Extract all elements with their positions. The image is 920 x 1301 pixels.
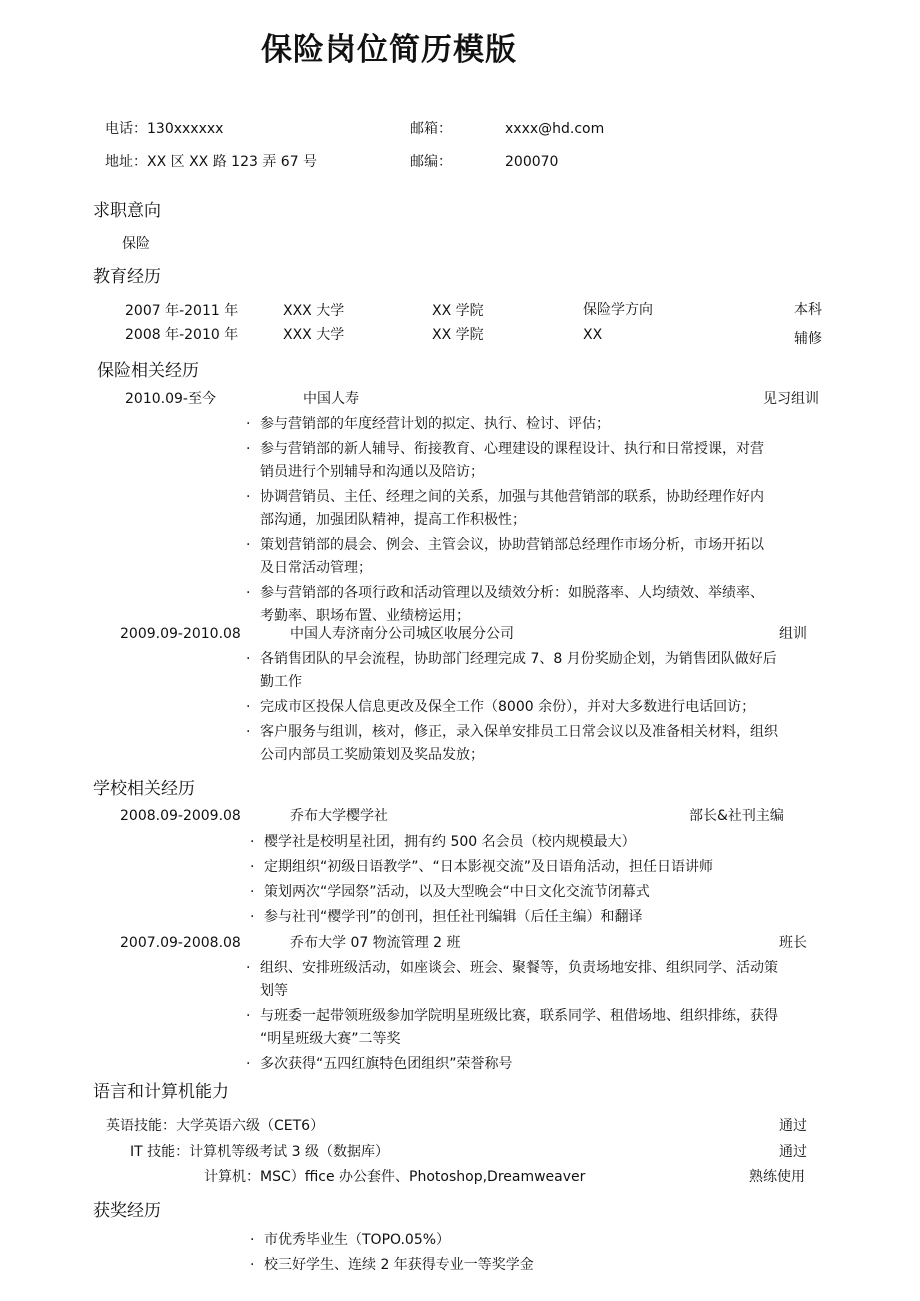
skill-label: 英语技能：大学英语六级（CET6）: [106, 1118, 325, 1134]
job-org: 乔布大学 07 物流管理 2 班: [290, 935, 461, 951]
bullet-item: [250, 856, 854, 879]
bullet-item: [250, 1229, 854, 1252]
job-role: 部长&社刊主编: [689, 808, 784, 824]
bullet-text-line: 客户服务与组训，核对，修正，录入保单安排员工日常会议以及准备相关材料，组织: [260, 724, 778, 740]
skills-heading: 语言和计算机能力: [93, 1082, 229, 1102]
zip-value: 200070: [505, 154, 559, 170]
job-period: 2007.09-2008.08: [120, 935, 241, 951]
insurance-exp-heading: 保险相关经历: [97, 361, 199, 381]
skill-level: 通过: [779, 1118, 807, 1134]
bullet-dot: ·: [246, 651, 251, 667]
awards-heading: 获奖经历: [93, 1201, 161, 1221]
bullet-item: [246, 1053, 850, 1076]
job-period: 2008.09-2009.08: [120, 808, 241, 824]
email-value: xxxx@hd.com: [505, 121, 605, 137]
bullet-text-line: 参与营销部的新人辅导、衔接教育、心理建设的课程设计、执行和日常授课，对营: [260, 441, 764, 457]
bullet-text-line: “明星班级大赛”二等奖: [260, 1031, 401, 1047]
edu-major: 保险学方向: [583, 302, 653, 318]
objective-heading: 求职意向: [93, 201, 161, 221]
bullet-dot: ·: [246, 960, 251, 976]
bullet-text-line: 定期组织“初级日语教学”、“日本影视交流”及日语角活动，担任日语讲师: [264, 859, 714, 875]
bullet-text-line: 销员进行个别辅导和沟通以及陪访；: [260, 464, 484, 480]
edu-period: 2007 年-2011 年: [125, 303, 239, 319]
edu-college: XX 学院: [432, 303, 484, 319]
job-role: 组训: [779, 626, 807, 642]
education-heading: 教育经历: [93, 267, 161, 287]
bullet-item: [246, 957, 850, 1003]
bullet-item: [246, 648, 850, 694]
bullet-item: [250, 831, 854, 854]
bullet-item: [250, 881, 854, 904]
bullet-text-line: 划等: [260, 983, 288, 999]
edu-school: XXX 大学: [283, 303, 345, 319]
bullet-dot: ·: [246, 1008, 251, 1024]
bullet-item: [246, 696, 850, 719]
bullet-text-line: 完成市区投保人信息更改及保全工作（8000 余份），并对大多数进行电话回访；: [260, 699, 756, 715]
skill-level: 通过: [779, 1144, 807, 1160]
bullet-dot: ·: [246, 489, 251, 505]
job-period: 2010.09-至今: [125, 391, 216, 407]
bullet-text-line: 市优秀毕业生（TOPO.05%）: [264, 1232, 451, 1248]
bullet-text-line: 策划两次“学园祭”活动，以及大型晚会“中日文化交流节闭幕式: [264, 884, 650, 900]
job-org: 中国人寿济南分公司城区收展分公司: [290, 626, 514, 642]
bullet-dot: ·: [250, 1232, 255, 1248]
bullet-dot: ·: [246, 537, 251, 553]
bullet-text-line: 及日常活动管理；: [260, 560, 372, 576]
bullet-text-line: 协调营销员、主任、经理之间的关系，加强与其他营销部的联系，协助经理作好内: [260, 489, 764, 505]
bullet-dot: ·: [250, 884, 255, 900]
job-period: 2009.09-2010.08: [120, 626, 241, 642]
bullet-dot: ·: [250, 859, 255, 875]
edu-major: XX: [583, 327, 603, 343]
edu-degree: 辅修: [794, 331, 822, 347]
bullet-dot: ·: [246, 724, 251, 740]
bullet-dot: ·: [246, 416, 251, 432]
bullet-item: [246, 1005, 850, 1051]
bullet-item: [246, 721, 850, 767]
bullet-text-line: 多次获得“五四红旗特色团组织”荣誉称号: [260, 1056, 513, 1072]
bullet-dot: ·: [246, 699, 251, 715]
bullet-text-line: 公司内部员工奖励策划及奖品发放；: [260, 747, 484, 763]
bullet-text-line: 组织、安排班级活动，如座谈会、班会、聚餐等，负责场地安排、组织同学、活动策: [260, 960, 778, 976]
address: 地址：XX 区 XX 路 123 弄 67 号: [105, 154, 318, 170]
bullet-item: [246, 534, 850, 580]
bullet-text-line: 各销售团队的早会流程，协助部门经理完成 7、8 月份奖励企划，为销售团队做好后: [260, 651, 777, 667]
job-org: 乔布大学樱学社: [290, 808, 388, 824]
resume-title: 保险岗位简历模版: [261, 32, 517, 68]
bullet-text-line: 勤工作: [260, 674, 302, 690]
bullet-item: [246, 582, 850, 628]
bullet-dot: ·: [246, 1056, 251, 1072]
job-role: 班长: [779, 935, 807, 951]
bullet-text-line: 参与营销部的年度经营计划的拟定、执行、检讨、评估；: [260, 416, 610, 432]
bullet-text-line: 策划营销部的晨会、例会、主管会议，协助营销部总经理作市场分析，市场开拓以: [260, 537, 764, 553]
bullet-dot: ·: [250, 834, 255, 850]
edu-college: XX 学院: [432, 327, 484, 343]
bullet-item: [246, 438, 850, 484]
bullet-text-line: 参与营销部的各项行政和活动管理以及绩效分析：如脱落率、人均绩效、举绩率、: [260, 585, 764, 601]
job-role: 见习组训: [763, 391, 819, 407]
job-org: 中国人寿: [303, 391, 359, 407]
skill-label: IT 技能：计算机等级考试 3 级（数据库）: [130, 1144, 389, 1160]
phone: 电话：130xxxxxx: [105, 121, 224, 137]
email-label: 邮箱：: [410, 121, 452, 137]
bullet-item: [250, 1254, 854, 1277]
bullet-dot: ·: [246, 441, 251, 457]
bullet-item: [250, 906, 854, 929]
bullet-text-line: 校三好学生、连续 2 年获得专业一等奖学金: [264, 1257, 534, 1273]
school-exp-heading: 学校相关经历: [93, 779, 195, 799]
zip-label: 邮编：: [410, 154, 452, 170]
edu-degree: 本科: [794, 302, 822, 318]
bullet-item: [246, 413, 850, 436]
bullet-dot: ·: [250, 909, 255, 925]
bullet-text-line: 樱学社是校明星社团，拥有约 500 名会员（校内规模最大）: [264, 834, 636, 850]
bullet-text-line: 与班委一起带领班级参加学院明星班级比赛，联系同学、租借场地、组织排练，获得: [260, 1008, 778, 1024]
edu-period: 2008 年-2010 年: [125, 327, 239, 343]
objective-value: 保险: [122, 236, 150, 252]
skill-label: 计算机：MSC）ffice 办公套件、Photoshop,Dreamweaver: [204, 1169, 586, 1185]
edu-school: XXX 大学: [283, 327, 345, 343]
bullet-item: [246, 486, 850, 532]
skill-level: 熟练使用: [749, 1169, 805, 1185]
bullet-dot: ·: [250, 1257, 255, 1273]
bullet-text-line: 考勤率、职场布置、业绩榜运用；: [260, 608, 470, 624]
bullet-text-line: 部沟通，加强团队精神，提高工作积极性；: [260, 512, 526, 528]
bullet-dot: ·: [246, 585, 251, 601]
bullet-text-line: 参与社刊“樱学刊”的创刊，担任社刊编辑（后任主编）和翻译: [264, 909, 643, 925]
